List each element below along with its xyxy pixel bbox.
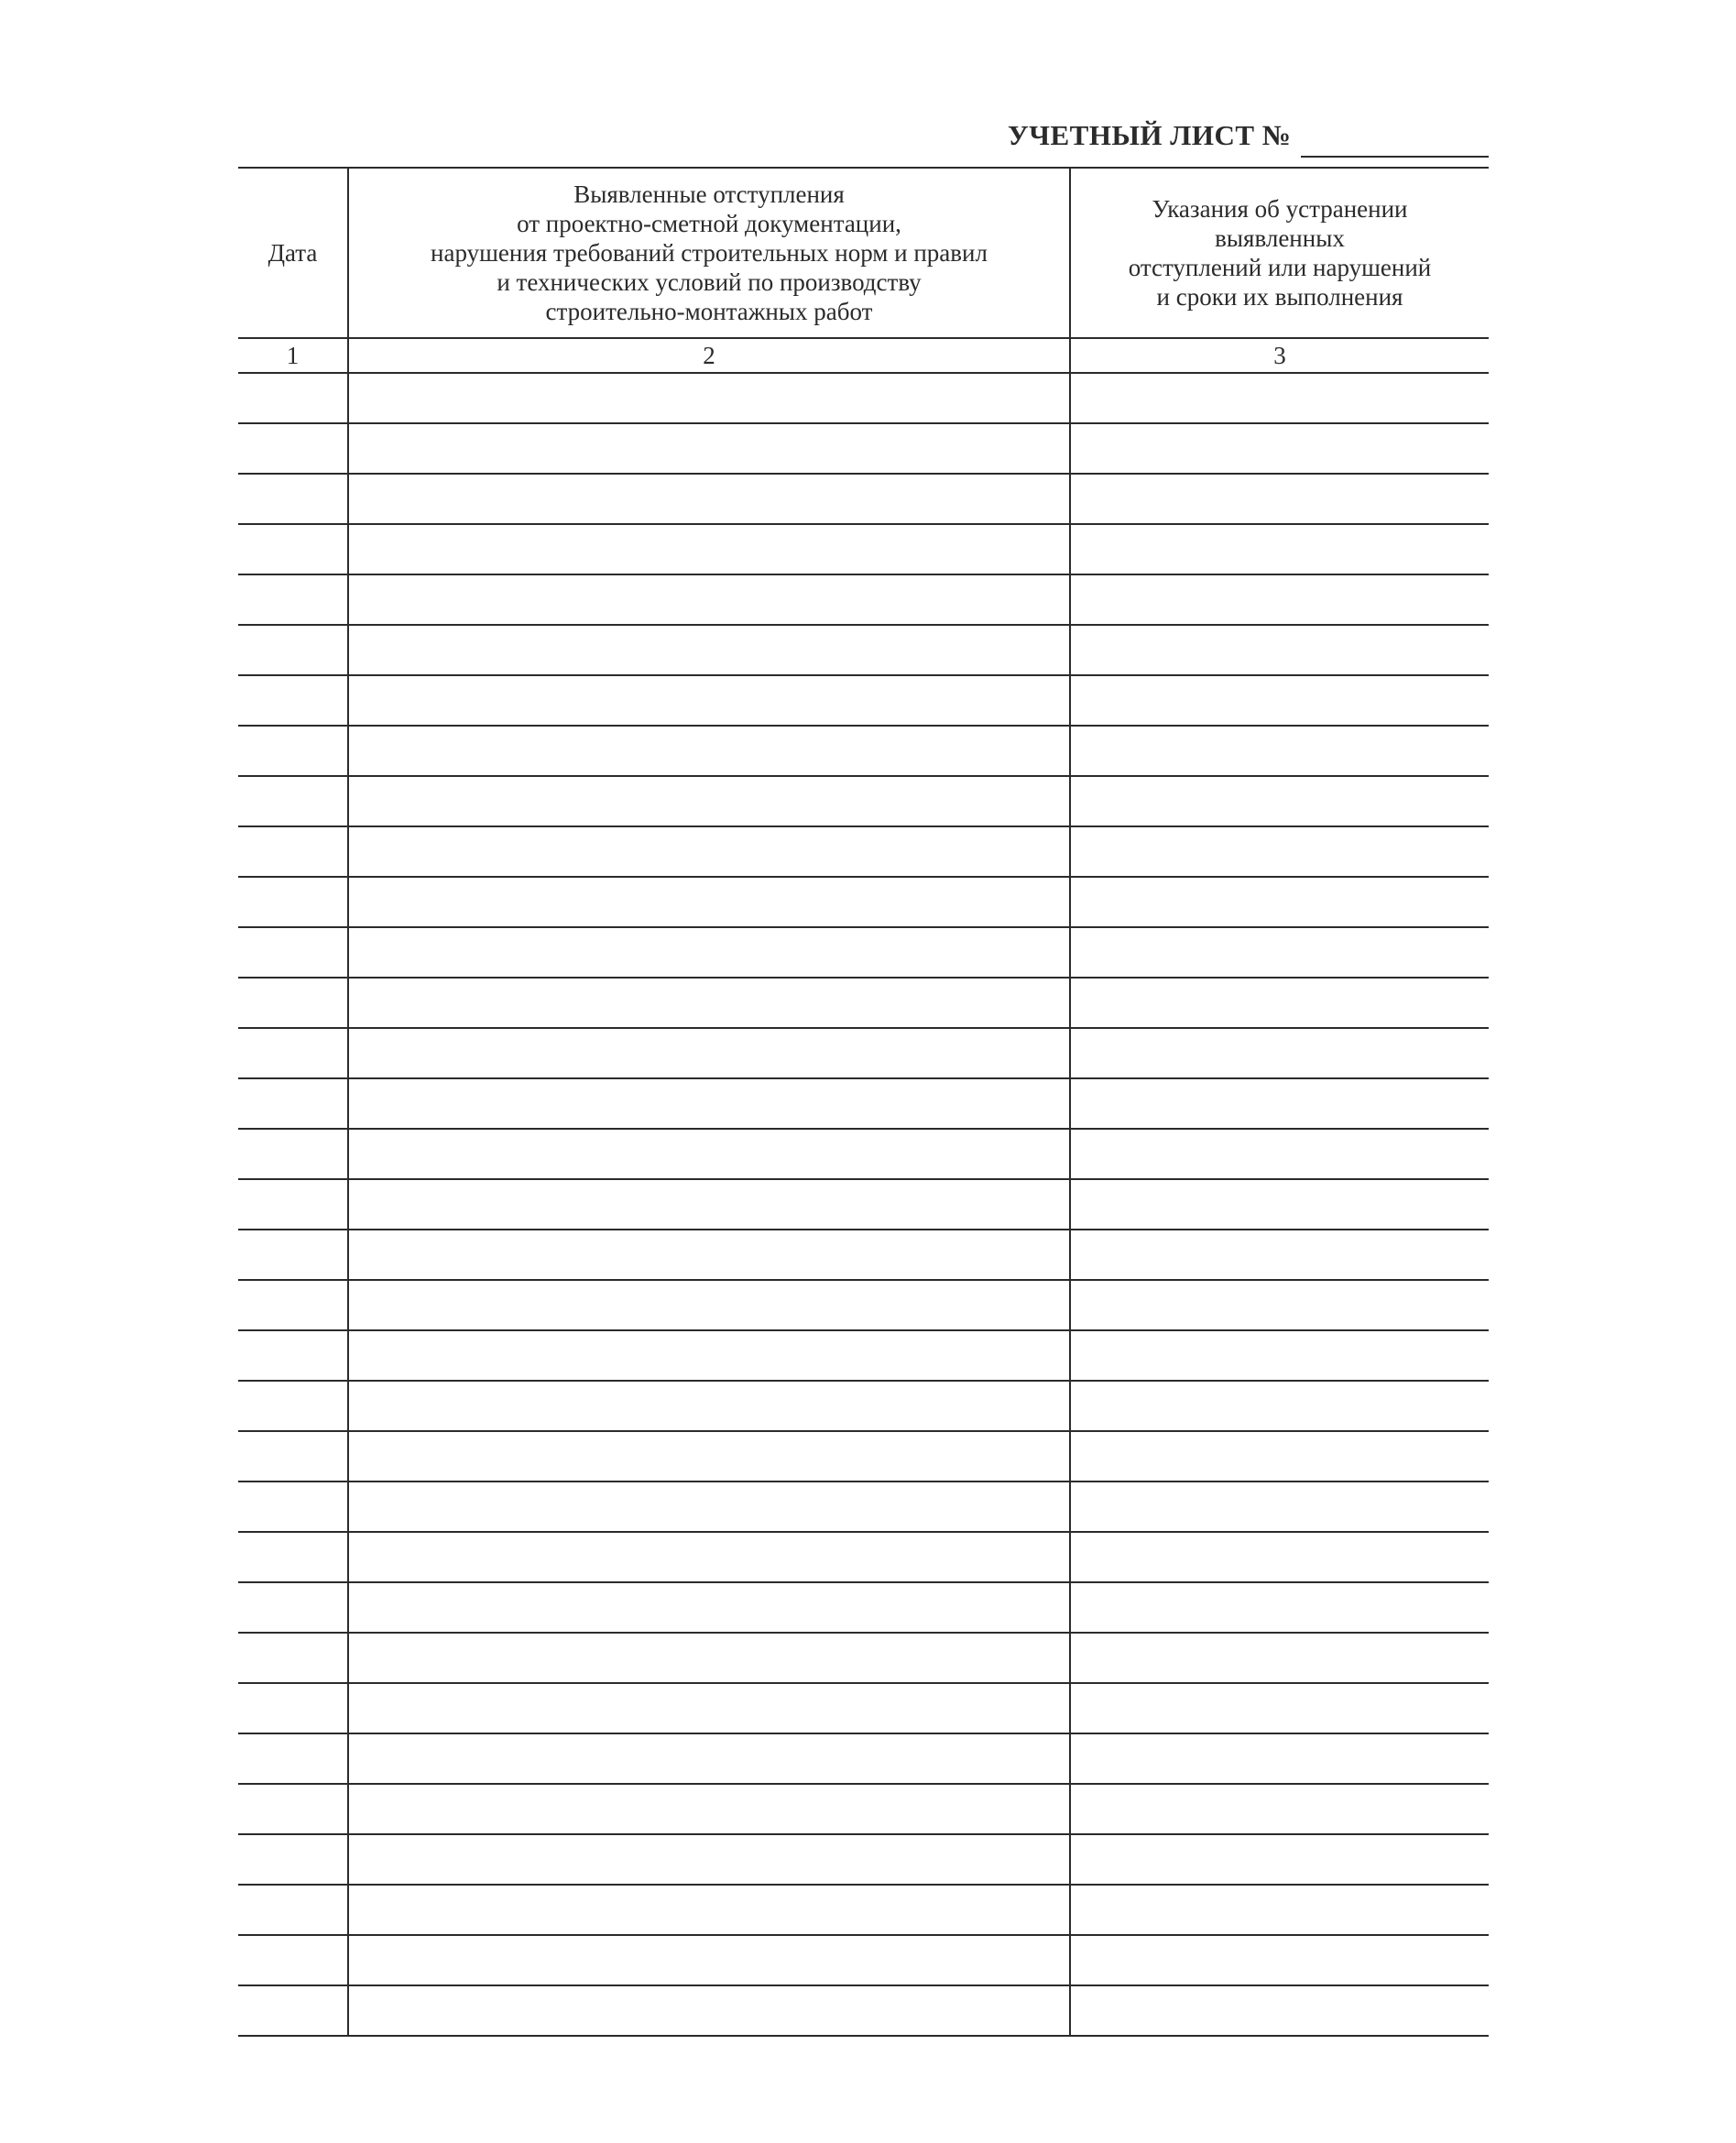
instruction-cell[interactable] [1070,877,1489,927]
table-row [238,726,1489,776]
deviation-cell[interactable] [348,675,1070,726]
header-text-line: Указания об устранении [1152,195,1408,223]
deviation-cell[interactable] [348,826,1070,877]
instruction-cell[interactable] [1070,1885,1489,1935]
table-row [238,574,1489,625]
date-cell[interactable] [238,726,348,776]
table-row [238,826,1489,877]
date-cell[interactable] [238,1582,348,1633]
column-number-3: 3 [1070,338,1489,373]
instruction-cell[interactable] [1070,1733,1489,1784]
date-cell[interactable] [238,877,348,927]
instruction-cell[interactable] [1070,1179,1489,1230]
table-row [238,1834,1489,1885]
deviation-cell[interactable] [348,1733,1070,1784]
date-cell[interactable] [238,1985,348,2036]
deviation-cell[interactable] [348,1532,1070,1582]
date-cell[interactable] [238,675,348,726]
instruction-cell[interactable] [1070,1129,1489,1179]
table-row [238,625,1489,675]
header-text-line: нарушения требований строительных норм и правил [431,239,988,267]
table-row [238,1028,1489,1078]
instruction-cell[interactable] [1070,776,1489,826]
instruction-cell[interactable] [1070,1381,1489,1431]
date-cell[interactable] [238,978,348,1028]
table-row [238,1683,1489,1733]
column-number-2: 2 [348,338,1070,373]
date-cell[interactable] [238,1381,348,1431]
table-row [238,423,1489,474]
instruction-cell[interactable] [1070,1431,1489,1482]
table-row [238,1633,1489,1683]
instruction-cell[interactable] [1070,1230,1489,1280]
deviation-cell[interactable] [348,1078,1070,1129]
date-cell[interactable] [238,1431,348,1482]
deviation-cell[interactable] [348,1381,1070,1431]
date-cell[interactable] [238,1179,348,1230]
deviation-cell[interactable] [348,877,1070,927]
date-cell[interactable] [238,1834,348,1885]
table-row [238,524,1489,574]
instruction-cell[interactable] [1070,1784,1489,1834]
table-row [238,1381,1489,1431]
deviation-cell[interactable] [348,1179,1070,1230]
date-cell[interactable] [238,1784,348,1834]
header-deviations [348,169,1070,338]
sheet-title [1008,119,1489,165]
header-text-line: Дата [267,239,318,267]
date-cell[interactable] [238,1129,348,1179]
date-cell[interactable] [238,1028,348,1078]
sheet-title-text: УЧЕТНЫЙ ЛИСТ № [1008,119,1292,151]
header-date [238,169,348,338]
instruction-cell[interactable] [1070,474,1489,524]
instruction-cell[interactable] [1070,1935,1489,1985]
deviation-cell[interactable] [348,1431,1070,1482]
header-text-line: и сроки их выполнения [1156,283,1403,311]
date-cell[interactable] [238,1633,348,1683]
deviation-cell[interactable] [348,1129,1070,1179]
table-row [238,1582,1489,1633]
date-cell[interactable] [238,373,348,423]
instruction-cell[interactable] [1070,423,1489,474]
table-row [238,1532,1489,1582]
deviation-cell[interactable] [348,1683,1070,1733]
deviation-cell[interactable] [348,373,1070,423]
instruction-cell[interactable] [1070,927,1489,978]
table-row [238,1330,1489,1381]
header-text-line: от проектно-сметной документации, [517,210,901,237]
date-cell[interactable] [238,1532,348,1582]
table-row [238,776,1489,826]
deviation-cell[interactable] [348,524,1070,574]
instruction-cell[interactable] [1070,978,1489,1028]
instruction-cell[interactable] [1070,726,1489,776]
table-row [238,373,1489,423]
deviation-cell[interactable] [348,726,1070,776]
deviation-cell[interactable] [348,927,1070,978]
table-row [238,675,1489,726]
deviation-cell[interactable] [348,1582,1070,1633]
instruction-cell[interactable] [1070,1078,1489,1129]
header-text-line: выявленных [1215,224,1345,252]
column-number-row [238,338,1489,373]
instruction-cell[interactable] [1070,1280,1489,1330]
instruction-cell[interactable] [1070,1532,1489,1582]
header-row [238,169,1489,338]
date-cell[interactable] [238,826,348,877]
table-row [238,1985,1489,2036]
deviation-cell[interactable] [348,574,1070,625]
instruction-cell[interactable] [1070,524,1489,574]
date-cell[interactable] [238,524,348,574]
deviation-cell[interactable] [348,776,1070,826]
deviation-cell[interactable] [348,625,1070,675]
header-text-line: отступлений или нарушений [1128,254,1432,281]
date-cell[interactable] [238,1280,348,1330]
deviation-cell[interactable] [348,1280,1070,1330]
table-row [238,474,1489,524]
deviation-cell[interactable] [348,1028,1070,1078]
table-row [238,1733,1489,1784]
date-cell[interactable] [238,1330,348,1381]
date-cell[interactable] [238,1935,348,1985]
deviation-cell[interactable] [348,1633,1070,1683]
deviation-cell[interactable] [348,978,1070,1028]
date-cell[interactable] [238,625,348,675]
table-row [238,1935,1489,1985]
deviation-cell[interactable] [348,1834,1070,1885]
deviation-cell[interactable] [348,1985,1070,2036]
deviation-cell[interactable] [348,1935,1070,1985]
instruction-cell[interactable] [1070,675,1489,726]
header-text-line: строительно-монтажных работ [545,298,873,325]
date-cell[interactable] [238,1885,348,1935]
date-cell[interactable] [238,423,348,474]
table-row [238,1431,1489,1482]
table-row [238,1482,1489,1532]
table-row [238,927,1489,978]
date-cell[interactable] [238,927,348,978]
deviation-cell[interactable] [348,1885,1070,1935]
deviation-cell[interactable] [348,474,1070,524]
date-cell[interactable] [238,574,348,625]
deviation-cell[interactable] [348,1784,1070,1834]
instruction-cell[interactable] [1070,574,1489,625]
instruction-cell[interactable] [1070,826,1489,877]
instruction-cell[interactable] [1070,1985,1489,2036]
header-text-line: Выявленные отступления [573,180,845,208]
instruction-cell[interactable] [1070,1683,1489,1733]
instruction-cell[interactable] [1070,1834,1489,1885]
table-row [238,1784,1489,1834]
table-row [238,1230,1489,1280]
instruction-cell[interactable] [1070,1482,1489,1532]
table-row [238,978,1489,1028]
deviation-cell[interactable] [348,1482,1070,1532]
deviation-cell[interactable] [348,423,1070,474]
instruction-cell[interactable] [1070,1582,1489,1633]
deviation-cell[interactable] [348,1330,1070,1381]
instruction-cell[interactable] [1070,625,1489,675]
date-cell[interactable] [238,1230,348,1280]
table-row [238,1179,1489,1230]
table-row [238,1280,1489,1330]
column-number-1: 1 [238,338,348,373]
instruction-cell[interactable] [1070,1330,1489,1381]
deviation-cell[interactable] [348,1230,1070,1280]
date-cell[interactable] [238,776,348,826]
instruction-cell[interactable] [1070,1028,1489,1078]
table-row [238,1078,1489,1129]
date-cell[interactable] [238,1733,348,1784]
instruction-cell[interactable] [1070,1633,1489,1683]
sheet-number-blank[interactable] [1301,156,1489,158]
table-row [238,1129,1489,1179]
date-cell[interactable] [238,1683,348,1733]
date-cell[interactable] [238,474,348,524]
header-instructions [1070,169,1489,338]
instruction-cell[interactable] [1070,373,1489,423]
header-text-line: и технических условий по производству [497,268,922,296]
date-cell[interactable] [238,1078,348,1129]
table-row [238,877,1489,927]
table-row [238,1885,1489,1935]
log-table [238,167,1489,2037]
date-cell[interactable] [238,1482,348,1532]
